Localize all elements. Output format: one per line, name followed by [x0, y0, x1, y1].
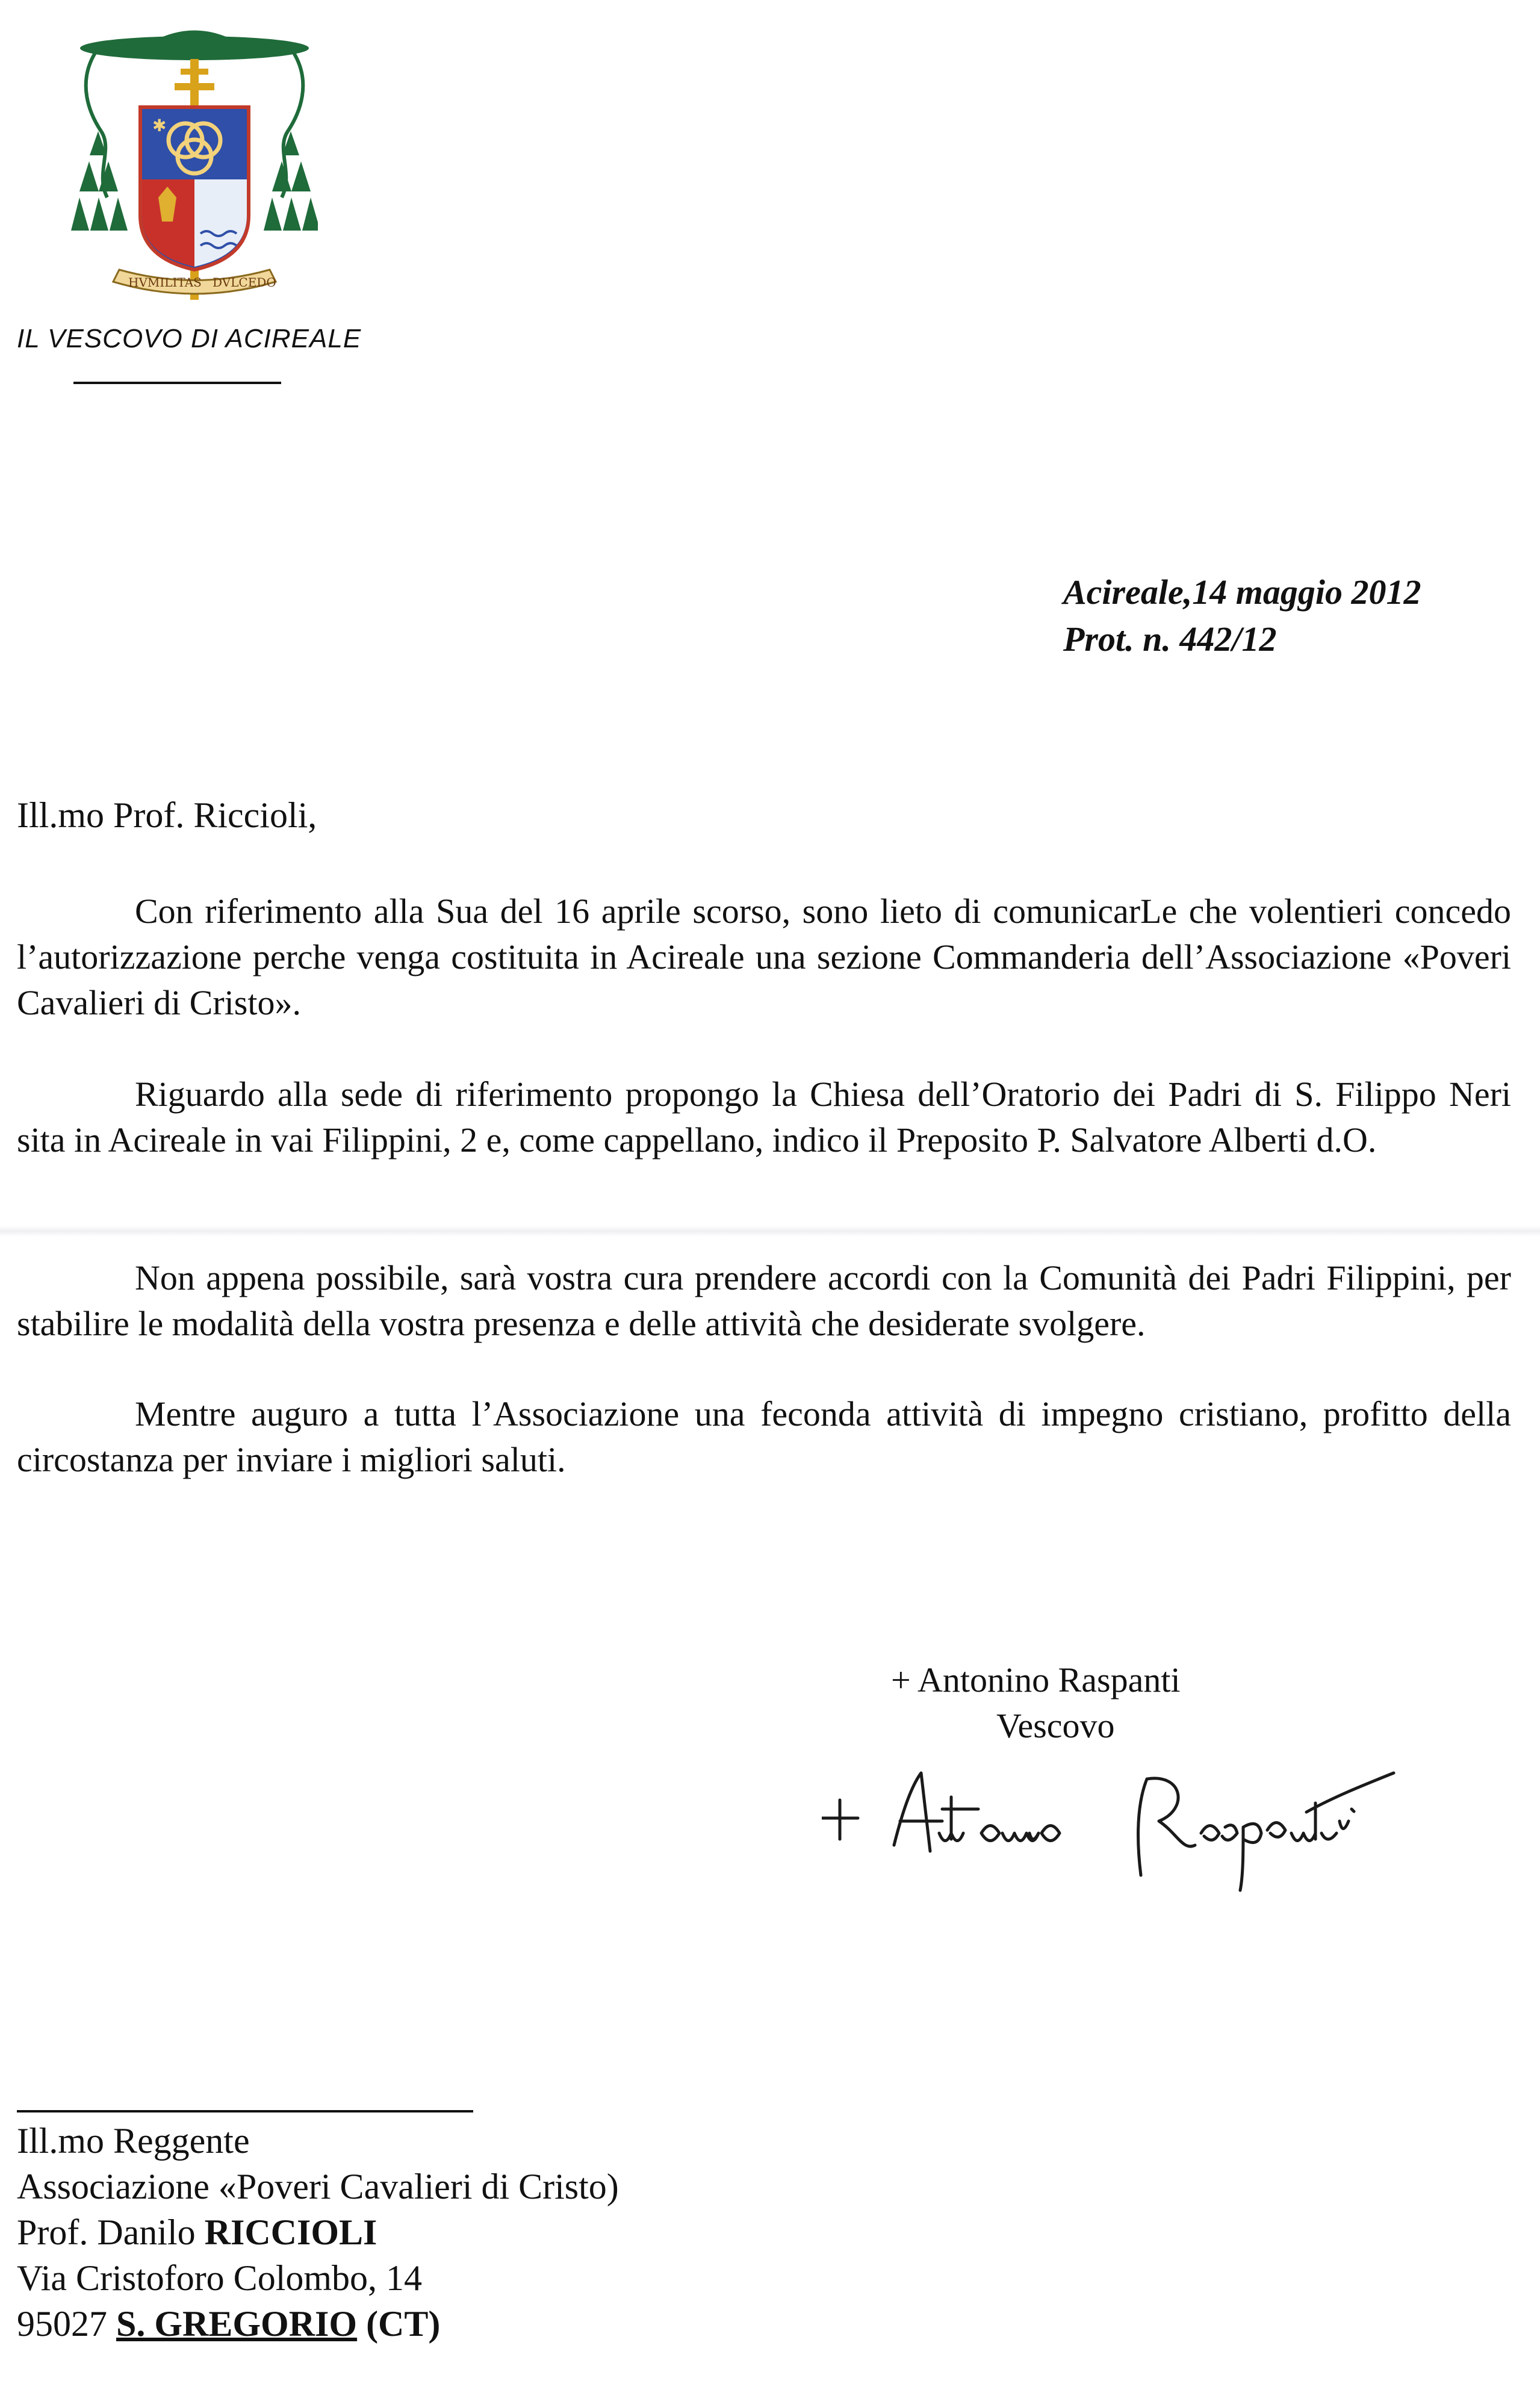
recipient-city: S. GREGORIO	[116, 2304, 358, 2344]
signatory-name: + Antonino Raspanti	[891, 1660, 1181, 1700]
recipient-line-1: Ill.mo Reggente	[17, 2121, 250, 2161]
recipient-line-4: Via Cristoforo Colombo, 14	[17, 2258, 423, 2298]
dateline	[1063, 569, 1421, 663]
crest-cross-bar-lower	[181, 69, 208, 75]
place-date: Acireale,14 maggio 2012	[1063, 573, 1421, 612]
handwritten-signature	[822, 1761, 1424, 1899]
salutation: Ill.mo Prof. Riccioli,	[17, 795, 317, 835]
paper-fold-crease	[0, 1226, 1540, 1237]
protocol-number: Prot. n. 442/12	[1063, 619, 1277, 659]
crest-star: ✱	[152, 116, 167, 135]
address-rule	[17, 2110, 473, 2112]
crest-tassels-right	[264, 131, 318, 231]
recipient-province: (CT)	[357, 2304, 441, 2344]
letterhead-rule	[73, 382, 281, 384]
body-paragraph-3: Non appena possibile, sarà vostra cura prendere accordi con la Comunità dei Padri Filippini, per stabilire le modalità della vostra presenza e delle attività che desiderate svolgere.	[17, 1258, 1511, 1343]
body-paragraph-2: Riguardo alla sede di riferimento propongo la Chiesa dell’Oratorio dei Padri di S. Filippo Neri sita in Acireale in vai Filippini, 2 e, come cappellano, indico il Preposito P. Salvatore Alberti d.O.	[17, 1075, 1511, 1159]
body-paragraph-4: Mentre auguro a tutta l’Associazione una feconda attività di impegno cristiano, profitto della circostanza per inviare i migliori saluti.	[17, 1394, 1511, 1479]
crest-motto-right: DVLCEDO	[213, 275, 276, 290]
crest-cross-bar	[175, 83, 214, 90]
crest-shield-lower-right	[194, 179, 247, 267]
crest-tassels-left	[71, 131, 128, 231]
recipient-surname: RICCIOLI	[204, 2212, 377, 2252]
body-paragraph-1: Con riferimento alla Sua del 16 aprile scorso, sono lieto di comunicarLe che volentieri concedo l’autorizzazione perche venga costituita in Acireale una sezione Commanderia dell’Associazione «Poveri Cavalieri di Cristo».	[17, 892, 1511, 1022]
recipient-line-5	[17, 2301, 440, 2347]
recipient-postal-code: 95027	[17, 2304, 116, 2344]
episcopal-coat-of-arms	[71, 17, 318, 312]
recipient-line-3	[17, 2209, 377, 2255]
crest-motto-left: HVMILITAS	[128, 275, 202, 290]
signatory-title: Vescovo	[996, 1706, 1115, 1745]
letterhead-title: IL VESCOVO DI ACIREALE	[17, 324, 362, 353]
recipient-line-2: Associazione «Poveri Cavalieri di Cristo)	[17, 2167, 619, 2206]
crest-hat-crown	[143, 31, 246, 48]
recipient-name-prefix: Prof. Danilo	[17, 2212, 205, 2252]
